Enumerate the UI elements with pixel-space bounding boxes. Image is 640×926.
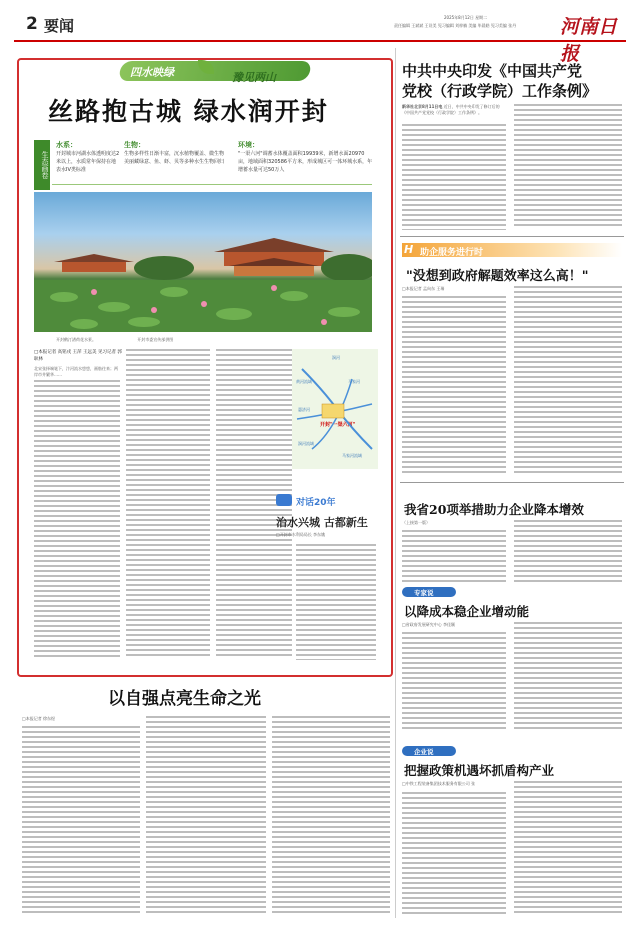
- expert-byline: □省政府发展研究中心 李佳颖: [402, 622, 456, 627]
- column-rule: [395, 48, 396, 918]
- interview-icon: [276, 494, 292, 506]
- map-label-5: 涧河流域: [298, 441, 314, 446]
- feature-photo: [34, 192, 372, 332]
- story1-headline-line1: 中共中央印发《中国共产党: [402, 62, 583, 80]
- section-title: 要闻: [44, 17, 75, 35]
- expert-tag: [402, 587, 456, 597]
- ecology-rule: [52, 184, 372, 185]
- story5-byline: □中铁工程装备集团技术服务有限公司 张: [402, 781, 476, 786]
- story2-byline: □本报记者 孟向东 王瑞: [402, 286, 445, 291]
- page-number: 2: [26, 14, 38, 34]
- story1-body-col1: [402, 124, 506, 230]
- masthead-date: 2025年8月12日 星期二: [444, 15, 488, 20]
- story2-headline: "没想到政府解题效率这么高！": [406, 269, 589, 284]
- story2-divider: [400, 482, 624, 483]
- environment-text: "一渠六河"调蓄水体覆盖面积19939米，新增水面20970亩，地域面积320586平方米，形成城区可一体环城水系，年增蓄水量可达50万人: [238, 151, 373, 173]
- photo-credit: 开封市委宣传部供图: [137, 337, 174, 342]
- feature-body-col1: [34, 380, 120, 660]
- biology-text: 生物多样性日渐丰富，沉水植物覆盖、微生物美丽藏绿意、鱼、虾、贝等多种水生生物回归: [124, 151, 225, 165]
- interview-series: 对话20年: [296, 498, 336, 508]
- interview-byline: □开封市水利局局长 李东娥: [276, 532, 326, 537]
- story1-lead: 近日，中共中央印发了修订后的《中国共产党党校（行政学院）工作条例》。: [402, 104, 500, 115]
- feature-headline: 丝路抱古城 绿水润开封: [48, 97, 329, 126]
- story4-headline: 以自强点亮生命之光: [108, 689, 261, 709]
- story1-headline-line2: 党校（行政学院）工作条例》: [402, 82, 598, 100]
- map-label-6: 马家河流域: [342, 453, 362, 458]
- story1-dateline: [402, 104, 506, 116]
- environment-heading: 环境：: [238, 141, 259, 149]
- enterprise-tag: [402, 746, 456, 756]
- water-text: 开封城市河湖水体透明度达2米以上，水质常年保持在地表水IV类标准: [56, 151, 120, 173]
- story5-body-col2: [514, 781, 622, 916]
- story4-byline: □本报记者 徐东煜: [22, 716, 56, 721]
- feature-body-col2: [126, 349, 210, 659]
- expert-headline: 以降成本稳企业增动能: [404, 604, 530, 619]
- story3-body-col1: [402, 530, 506, 582]
- interview-body: [296, 544, 376, 660]
- story2-body-col2: [514, 286, 622, 474]
- banner-left: 四水映绿: [130, 66, 174, 79]
- masthead: [14, 10, 626, 65]
- ecology-col-biology: [124, 140, 228, 166]
- story5-headline: 把握政策机遇坏抓盾构产业: [404, 763, 555, 778]
- map-label-4: 惠济河: [298, 407, 310, 412]
- interview-headline: 治水兴城 古都新生: [276, 516, 368, 529]
- story3-body-col2: [514, 520, 622, 582]
- expert-tag-label: 专家说: [414, 589, 434, 597]
- service-h-label: H: [404, 243, 414, 256]
- ecology-col-water: [56, 140, 120, 174]
- water-map: [292, 349, 378, 469]
- expert-body-col2: [514, 622, 622, 732]
- story2-body-col1: [402, 296, 506, 474]
- story3-byline: （上接第一版）: [402, 520, 430, 525]
- story1-dateline-text: 新华社北京8月11日电: [402, 104, 443, 109]
- story1-body-col2: [514, 104, 622, 230]
- map-label-2: 黄河流域: [296, 379, 312, 384]
- feature-body-start: 北宋张择端笔下，汴河流水悠悠，画舫往来；两岸市井繁华……: [34, 366, 118, 377]
- story4-body-col2: [146, 716, 266, 916]
- story3-headline: 我省20项举措助力企业降本增效: [404, 502, 584, 517]
- story5-body-col1: [402, 792, 506, 916]
- photo-scene: [34, 192, 372, 332]
- ecology-col-environment: [238, 140, 374, 174]
- biology-heading: 生物：: [124, 141, 145, 149]
- story4-body-col1: [22, 726, 140, 916]
- expert-body-col1: [402, 632, 506, 732]
- photo-caption-text: 开封鹤汀渚荷花水景。: [56, 337, 96, 342]
- story1-divider: [400, 236, 624, 237]
- map-title: 开封"一渠六河": [320, 422, 356, 428]
- feature-byline: □本报记者 高铭戌 王萍 王远美 见习记者 郭耿林: [34, 350, 122, 362]
- map-label-1: 涧河: [332, 355, 340, 360]
- banner-right: 豫见两山: [232, 71, 276, 84]
- ecology-tag: 生态画卷: [34, 140, 50, 190]
- paper-name-logo: 河南日报: [560, 16, 618, 65]
- story4-body-col3: [272, 716, 390, 916]
- masthead-editors: 责任编辑 王斌斌 王设美 见习编辑 刘梓楠 美编 毕晨皓 见习美编 张丹: [394, 23, 517, 28]
- map-label-3: 马家河: [348, 379, 360, 384]
- water-heading: 水系：: [56, 141, 77, 149]
- photo-caption: [56, 337, 173, 343]
- enterprise-tag-label: 企业说: [414, 748, 434, 756]
- service-banner: 助企服务进行时: [420, 248, 484, 258]
